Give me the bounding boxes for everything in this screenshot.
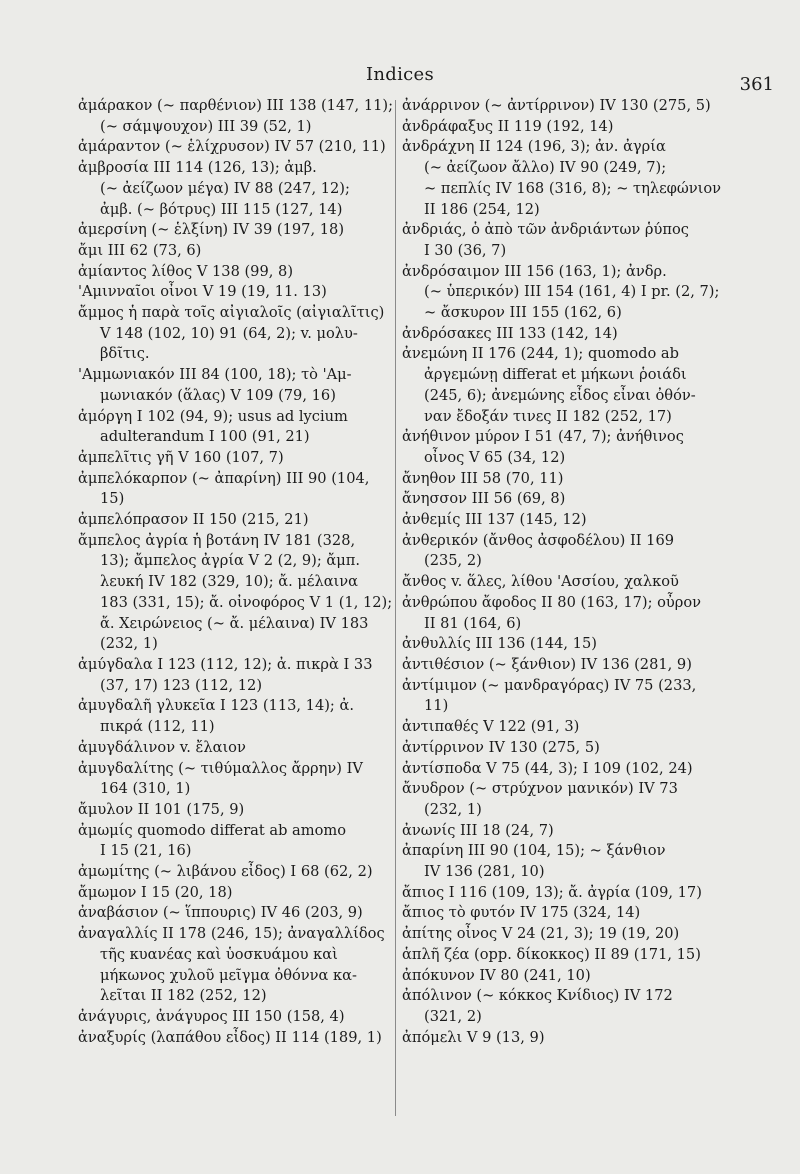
- index-entry-continuation: (235, 2): [424, 552, 482, 570]
- index-entry: ἀμυγδάλινον v. ἔλαιον: [78, 738, 246, 756]
- index-entry-continuation: ~ πεπλίς IV 168 (316, 8); ~ τηλεφώνιον: [424, 179, 722, 197]
- index-entry-continuation: (~ ἀείζωον ἄλλο) IV 90 (249, 7);: [424, 159, 667, 177]
- index-entry: ἀνάγυρις, ἀνάγυρος III 150 (158, 4): [78, 1007, 345, 1025]
- index-entry: ἀνήθινον μύρον I 51 (47, 7); ἀνήθινος: [402, 428, 684, 446]
- index-entry: 'Αμμωνιακόν III 84 (100, 18); τὸ 'Αμ-: [78, 366, 352, 384]
- index-entry: ἀντίρρινον IV 130 (275, 5): [402, 738, 600, 756]
- index-entry-continuation: (~ ἀείζωον μέγα) IV 88 (247, 12);: [100, 179, 350, 197]
- index-entry-continuation: (~ σάμψουχον) III 39 (52, 1): [100, 117, 312, 135]
- index-entry: ἀνδράφαξυς II 119 (192, 14): [402, 117, 614, 135]
- index-entry: ἀμυγδαλίτης (~ τιθύμαλλος ἄρρην) IV: [78, 759, 363, 777]
- index-entry: ἀνθεμίς III 137 (145, 12): [402, 511, 587, 529]
- index-entry: ἀμβροσία III 114 (126, 13); ἀμβ.: [78, 159, 317, 177]
- index-entry: ἄμμος ἡ παρὰ τοῖς αἰγιαλοῖς (αἰγιαλῖτις): [78, 304, 385, 322]
- index-entry: ἀνωνίς III 18 (24, 7): [402, 821, 554, 839]
- index-entry: ἀντίμιμον (~ μανδραγόρας) IV 75 (233,: [402, 676, 697, 694]
- index-entry-continuation: ναν ἔδοξάν τινες II 182 (252, 17): [424, 407, 672, 425]
- index-entry: ἄμι III 62 (73, 6): [78, 241, 202, 259]
- index-entry-continuation: V 148 (102, 10) 91 (64, 2); v. μολυ-: [100, 324, 358, 342]
- index-entry: ἀνάρρινον (~ ἀντίρρινον) IV 130 (275, 5): [402, 97, 711, 114]
- index-entry-continuation: 15): [100, 490, 125, 508]
- index-entry-continuation: πικρά (112, 11): [100, 718, 215, 736]
- index-entry-continuation: I 15 (21, 16): [100, 842, 192, 860]
- index-entry: ἀμίαντος λίθος V 138 (99, 8): [78, 262, 294, 280]
- index-entry: ἁπλῆ ζέα (opp. δίκοκκος) II 89 (171, 15): [402, 945, 701, 963]
- index-entry-continuation: μήκωνος χυλοῦ μεῖγμα ὀθόννα κα-: [100, 966, 357, 984]
- index-entry: ἀντιθέσιον (~ ξάνθιον) IV 136 (281, 9): [402, 655, 692, 673]
- index-entry: ἄμπελος ἀγρία ἡ βοτάνη IV 181 (328,: [78, 531, 356, 549]
- index-entry: ἀμπελῖτις γῆ V 160 (107, 7): [78, 448, 284, 466]
- index-entry: ἀμερσίνη (~ ἑλξίνη) IV 39 (197, 18): [78, 221, 345, 239]
- index-column-left: [78, 96, 393, 1048]
- index-entry: ἀντίσποδα V 75 (44, 3); I 109 (102, 24): [402, 759, 693, 777]
- index-entry: ἀμυγδαλῆ γλυκεῖα I 123 (113, 14); ἀ.: [78, 697, 354, 715]
- index-entry-continuation: adulterandum I 100 (91, 21): [100, 428, 310, 446]
- index-entry: ἀνδρόσαιμον III 156 (163, 1); ἀνδρ.: [402, 262, 667, 280]
- index-column-right: [402, 96, 782, 1048]
- index-entry: ἀναγαλλίς II 178 (246, 15); ἀναγαλλίδος: [78, 925, 385, 943]
- index-entry-continuation: II 186 (254, 12): [424, 200, 540, 218]
- index-entry-continuation: τῆς κυανέας καὶ ὑοσκυάμου καὶ: [100, 945, 338, 963]
- index-entry-continuation: βδῖτις.: [100, 345, 150, 363]
- index-entry-continuation: (245, 6); ἀνεμώνης εἶδος εἶναι ὀθόν-: [424, 386, 696, 404]
- index-entry-continuation: ~ ἄσκυρον III 155 (162, 6): [424, 304, 622, 322]
- index-entry-continuation: λευκή IV 182 (329, 10); ἄ. μέλαινα: [100, 573, 358, 591]
- index-entry: ἀντιπαθές V 122 (91, 3): [402, 718, 580, 736]
- index-entry-continuation: (232, 1): [100, 635, 158, 653]
- index-entry-continuation: μωνιακόν (ἅλας) V 109 (79, 16): [100, 386, 336, 404]
- index-entry-continuation: (321, 2): [424, 1007, 482, 1025]
- index-entry: ἀναξυρίς (λαπάθου εἶδος) II 114 (189, 1): [78, 1028, 382, 1046]
- index-entry: ἄνυδρον (~ στρύχνον μανικόν) IV 73: [402, 780, 678, 798]
- index-entry: ἄνθος v. ἅλες, λίθου 'Ασσίου, χαλκοῦ: [402, 573, 679, 591]
- index-entry: ἀνθρώπου ἄφοδος II 80 (163, 17); οὖρον: [402, 593, 702, 611]
- index-entry: ἀμπελόκαρπον (~ ἀπαρίνη) III 90 (104,: [78, 469, 370, 487]
- index-entry-continuation: (37, 17) 123 (112, 12): [100, 676, 263, 694]
- index-entry: ἀνθυλλίς III 136 (144, 15): [402, 635, 597, 653]
- index-entry-continuation: 164 (310, 1): [100, 780, 191, 798]
- index-entry: ἀμύγδαλα I 123 (112, 12); ἀ. πικρὰ I 33: [78, 655, 373, 673]
- index-entry: ἀπόμελι V 9 (13, 9): [402, 1028, 545, 1046]
- index-entry: ἄπιος τὸ φυτόν IV 175 (324, 14): [402, 904, 641, 922]
- index-entry-continuation: ἀργεμώνῃ differat et μήκωνι ῥοιάδι: [424, 366, 687, 384]
- index-entry: ἀνεμώνη II 176 (244, 1); quomodo ab: [402, 345, 679, 363]
- index-entry: ἄμυλον II 101 (175, 9): [78, 800, 245, 818]
- index-entry: ἀνδράχνη II 124 (196, 3); ἀν. ἀγρία: [402, 138, 666, 156]
- index-entry: ἀμάραντον (~ ἑλίχρυσον) IV 57 (210, 11): [78, 138, 386, 156]
- index-entry: ἀμάρακον (~ παρθένιον) III 138 (147, 11);: [78, 97, 393, 114]
- index-entry-continuation: (~ ὑπερικόν) III 154 (161, 4) I pr. (2, 7);: [424, 283, 720, 301]
- index-entry-continuation: ἀμβ. (~ βότρυς) III 115 (127, 14): [100, 200, 343, 218]
- index-entry: ἀπαρίνη III 90 (104, 15); ~ ξάνθιον: [402, 842, 666, 860]
- index-entry: ἀπίτης οἶνος V 24 (21, 3); 19 (19, 20): [402, 925, 680, 943]
- index-entry: ἀμωμίς quomodo differat ab amomo: [78, 821, 347, 839]
- index-entry-continuation: ἄ. Χειρώνειος (~ ἄ. μέλαινα) IV 183: [100, 614, 369, 632]
- index-entry: ἀμπελόπρασον II 150 (215, 21): [78, 511, 309, 529]
- index-entry-continuation: (232, 1): [424, 800, 482, 818]
- index-entry: ἀναβάσιον (~ ἵππουρις) IV 46 (203, 9): [78, 904, 363, 922]
- column-divider: [395, 100, 396, 1116]
- index-entry-continuation: I 30 (36, 7): [424, 241, 507, 259]
- index-entry: ἀνδρόσακες III 133 (142, 14): [402, 324, 618, 342]
- index-entry-continuation: II 81 (164, 6): [424, 614, 522, 632]
- index-entry-continuation: IV 136 (281, 10): [424, 863, 545, 881]
- running-header: Indices: [365, 64, 435, 85]
- index-entry: ἄνησσον III 56 (69, 8): [402, 490, 566, 508]
- index-entry-continuation: οἶνος V 65 (34, 12): [424, 448, 566, 466]
- index-entry: ἀμωμίτης (~ λιβάνου εἶδος) I 68 (62, 2): [78, 863, 373, 881]
- index-entry: ἄμωμον I 15 (20, 18): [78, 883, 233, 901]
- index-entry-continuation: 11): [424, 697, 449, 715]
- page-number: 361: [739, 74, 774, 95]
- index-entry: ἀνδριάς, ὁ ἀπὸ τῶν ἀνδριάντων ῥύπος: [402, 221, 689, 239]
- index-entry-continuation: 183 (331, 15); ἄ. οἰνοφόρος V 1 (1, 12);: [100, 593, 393, 611]
- index-entry: ἀμόργη I 102 (94, 9); usus ad lycium: [78, 407, 348, 425]
- index-entry-continuation: λεῖται II 182 (252, 12): [100, 987, 267, 1005]
- index-entry: 'Αμινναῖοι οἶνοι V 19 (19, 11. 13): [78, 283, 327, 301]
- index-entry: ἀνθερικόν (ἄνθος ἀσφοδέλου) II 169: [402, 531, 675, 549]
- index-entry: ἀπόλινον (~ κόκκος Κνίδιος) IV 172: [402, 987, 673, 1005]
- index-entry: ἄπιος I 116 (109, 13); ἄ. ἀγρία (109, 17): [402, 883, 702, 901]
- index-entry: ἀπόκυνον IV 80 (241, 10): [402, 966, 591, 984]
- index-entry: ἄνηθον III 58 (70, 11): [402, 469, 564, 487]
- index-entry-continuation: 13); ἄμπελος ἀγρία V 2 (2, 9); ἄμπ.: [100, 552, 360, 570]
